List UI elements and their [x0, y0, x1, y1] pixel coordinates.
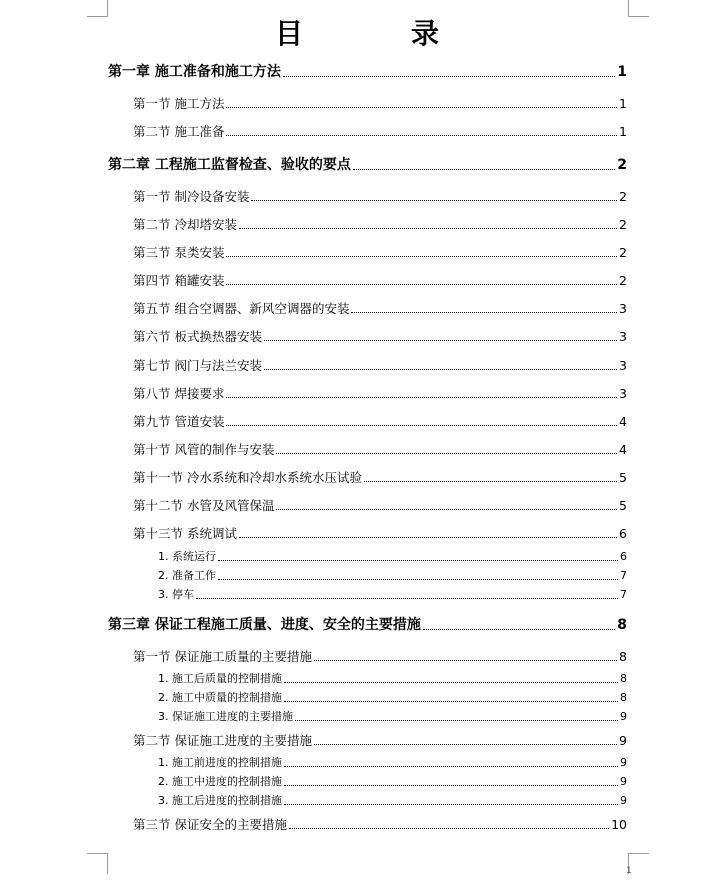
- toc-page-number: 1: [617, 64, 627, 80]
- toc-section[interactable]: [133, 358, 627, 374]
- dot-leader: [226, 425, 617, 426]
- toc-section[interactable]: [133, 649, 627, 665]
- toc-subsection-label: 1. 系统运行: [158, 550, 216, 563]
- toc-section-label: 第十一节 冷水系统和冷却水系统水压试验: [133, 470, 362, 485]
- toc-page-number: 8: [619, 649, 627, 664]
- toc-section[interactable]: [133, 217, 627, 233]
- toc-page-number: 8: [620, 672, 627, 685]
- footer-page-number: 1: [626, 866, 632, 876]
- dot-leader: [276, 509, 617, 510]
- toc-subsection[interactable]: [158, 588, 627, 602]
- toc-subsection-label: 1. 施工后质量的控制措施: [158, 672, 282, 685]
- dot-leader: [314, 660, 617, 661]
- toc-section-label: 第七节 阀门与法兰安装: [133, 358, 262, 373]
- dot-leader: [264, 369, 617, 370]
- toc-page-number: 2: [619, 217, 627, 232]
- dot-leader: [284, 766, 618, 767]
- dot-leader: [264, 340, 617, 341]
- toc-section[interactable]: [133, 329, 627, 345]
- toc-section-label: 第三节 保证安全的主要措施: [133, 817, 287, 832]
- toc-chapter-label: 第二章 工程施工监督检查、验收的要点: [108, 157, 351, 173]
- toc-title: 目 录: [274, 17, 479, 50]
- dot-leader: [364, 481, 617, 482]
- toc-section[interactable]: [133, 817, 627, 833]
- toc-section-label: 第十三节 系统调试: [133, 526, 237, 541]
- toc-chapter-1[interactable]: [108, 63, 627, 81]
- toc-page-number: 7: [620, 569, 627, 582]
- dot-leader: [284, 804, 618, 805]
- dot-leader: [226, 107, 617, 108]
- toc-subsection[interactable]: [158, 672, 627, 686]
- toc-section-label: 第二节 冷却塔安装: [133, 217, 237, 232]
- toc-chapter-2[interactable]: [108, 156, 627, 174]
- toc-page-number: 9: [620, 775, 627, 788]
- toc-section[interactable]: [133, 733, 627, 749]
- toc-page-number: 9: [620, 794, 627, 807]
- dot-leader: [239, 228, 617, 229]
- dot-leader: [226, 284, 617, 285]
- dot-leader: [218, 560, 618, 561]
- dot-leader: [226, 135, 617, 136]
- dot-leader: [351, 312, 617, 313]
- toc-page-number: 6: [619, 526, 627, 541]
- toc-subsection-label: 1. 施工前进度的控制措施: [158, 756, 282, 769]
- toc-section-label: 第三节 泵类安装: [133, 245, 225, 260]
- toc-subsection[interactable]: [158, 756, 627, 770]
- dot-leader: [218, 579, 618, 580]
- toc-section[interactable]: [133, 442, 627, 458]
- toc-section[interactable]: [133, 273, 627, 289]
- toc-section[interactable]: [133, 470, 627, 486]
- toc-subsection[interactable]: [158, 775, 627, 789]
- dot-leader: [251, 200, 617, 201]
- toc-subsection-label: 2. 施工中质量的控制措施: [158, 691, 282, 704]
- dot-leader: [239, 537, 617, 538]
- toc-section-label: 第九节 管道安装: [133, 414, 225, 429]
- toc-subsection-label: 3. 停车: [158, 588, 194, 601]
- dot-leader: [295, 720, 618, 721]
- dot-leader: [276, 453, 617, 454]
- toc-page-number: 3: [619, 358, 627, 373]
- toc-section-label: 第十二节 水管及风管保温: [133, 498, 275, 513]
- dot-leader: [314, 744, 617, 745]
- toc-chapter-3[interactable]: [108, 616, 627, 634]
- toc-page-number: 4: [619, 442, 627, 457]
- toc-section-label: 第一节 制冷设备安装: [133, 189, 250, 204]
- dot-leader: [226, 397, 617, 398]
- toc-page-number: 3: [619, 329, 627, 344]
- toc-section-label: 第一节 保证施工质量的主要措施: [133, 649, 312, 664]
- toc-subsection[interactable]: [158, 691, 627, 705]
- toc-section-label: 第四节 箱罐安装: [133, 273, 225, 288]
- toc-section[interactable]: [133, 301, 627, 317]
- dot-leader: [284, 701, 618, 702]
- toc-page-number: 5: [619, 470, 627, 485]
- dot-leader: [226, 256, 617, 257]
- toc-subsection-label: 2. 准备工作: [158, 569, 216, 582]
- toc-chapter-label: 第一章 施工准备和施工方法: [108, 64, 281, 80]
- toc-section[interactable]: [133, 189, 627, 205]
- toc-page-number: 7: [620, 588, 627, 601]
- toc-page-number: 2: [619, 189, 627, 204]
- toc-section[interactable]: [133, 526, 627, 542]
- toc-section-label: 第六节 板式换热器安装: [133, 329, 262, 344]
- toc-page-number: 9: [620, 756, 627, 769]
- dot-leader: [196, 598, 618, 599]
- toc-section[interactable]: [133, 414, 627, 430]
- toc-page-number: 10: [611, 817, 627, 832]
- dot-leader: [284, 785, 618, 786]
- toc-section-label: 第五节 组合空调器、新风空调器的安装: [133, 301, 350, 316]
- toc-page-number: 5: [619, 498, 627, 513]
- toc-page-number: 2: [619, 245, 627, 260]
- toc-section-label: 第二节 施工准备: [133, 124, 225, 139]
- toc-page-number: 9: [619, 733, 627, 748]
- toc-page-number: 1: [619, 96, 627, 111]
- toc-section[interactable]: [133, 498, 627, 514]
- toc-page-number: 9: [620, 710, 627, 723]
- toc-page-number: 1: [619, 124, 627, 139]
- toc-subsection[interactable]: [158, 794, 627, 808]
- toc-page-number: 3: [619, 386, 627, 401]
- toc-section[interactable]: [133, 245, 627, 261]
- toc-subsection[interactable]: [158, 569, 627, 583]
- toc-section-label: 第八节 焊接要求: [133, 386, 225, 401]
- toc-section[interactable]: [133, 96, 627, 112]
- toc-subsection[interactable]: [158, 710, 627, 724]
- dot-leader: [289, 828, 609, 829]
- toc-page-number: 6: [620, 550, 627, 563]
- toc-subsection[interactable]: [158, 550, 627, 564]
- toc-subsection-label: 3. 保证施工进度的主要措施: [158, 710, 293, 723]
- toc-section-label: 第二节 保证施工进度的主要措施: [133, 733, 312, 748]
- toc-page-number: 4: [619, 414, 627, 429]
- dot-leader: [284, 682, 618, 683]
- toc-page-number: 2: [619, 273, 627, 288]
- toc-chapter-label: 第三章 保证工程施工质量、进度、安全的主要措施: [108, 617, 421, 633]
- dot-leader: [423, 629, 615, 630]
- toc-section[interactable]: [133, 124, 627, 140]
- toc-page-number: 8: [620, 691, 627, 704]
- toc-page-number: 8: [617, 617, 627, 633]
- toc-section[interactable]: [133, 386, 627, 402]
- toc-page-number: 3: [619, 301, 627, 316]
- toc-subsection-label: 2. 施工中进度的控制措施: [158, 775, 282, 788]
- dot-leader: [353, 169, 615, 170]
- dot-leader: [283, 76, 615, 77]
- toc-section-label: 第一节 施工方法: [133, 96, 225, 111]
- toc-page-number: 2: [617, 157, 627, 173]
- toc-section-label: 第十节 风管的制作与安装: [133, 442, 275, 457]
- toc-subsection-label: 3. 施工后进度的控制措施: [158, 794, 282, 807]
